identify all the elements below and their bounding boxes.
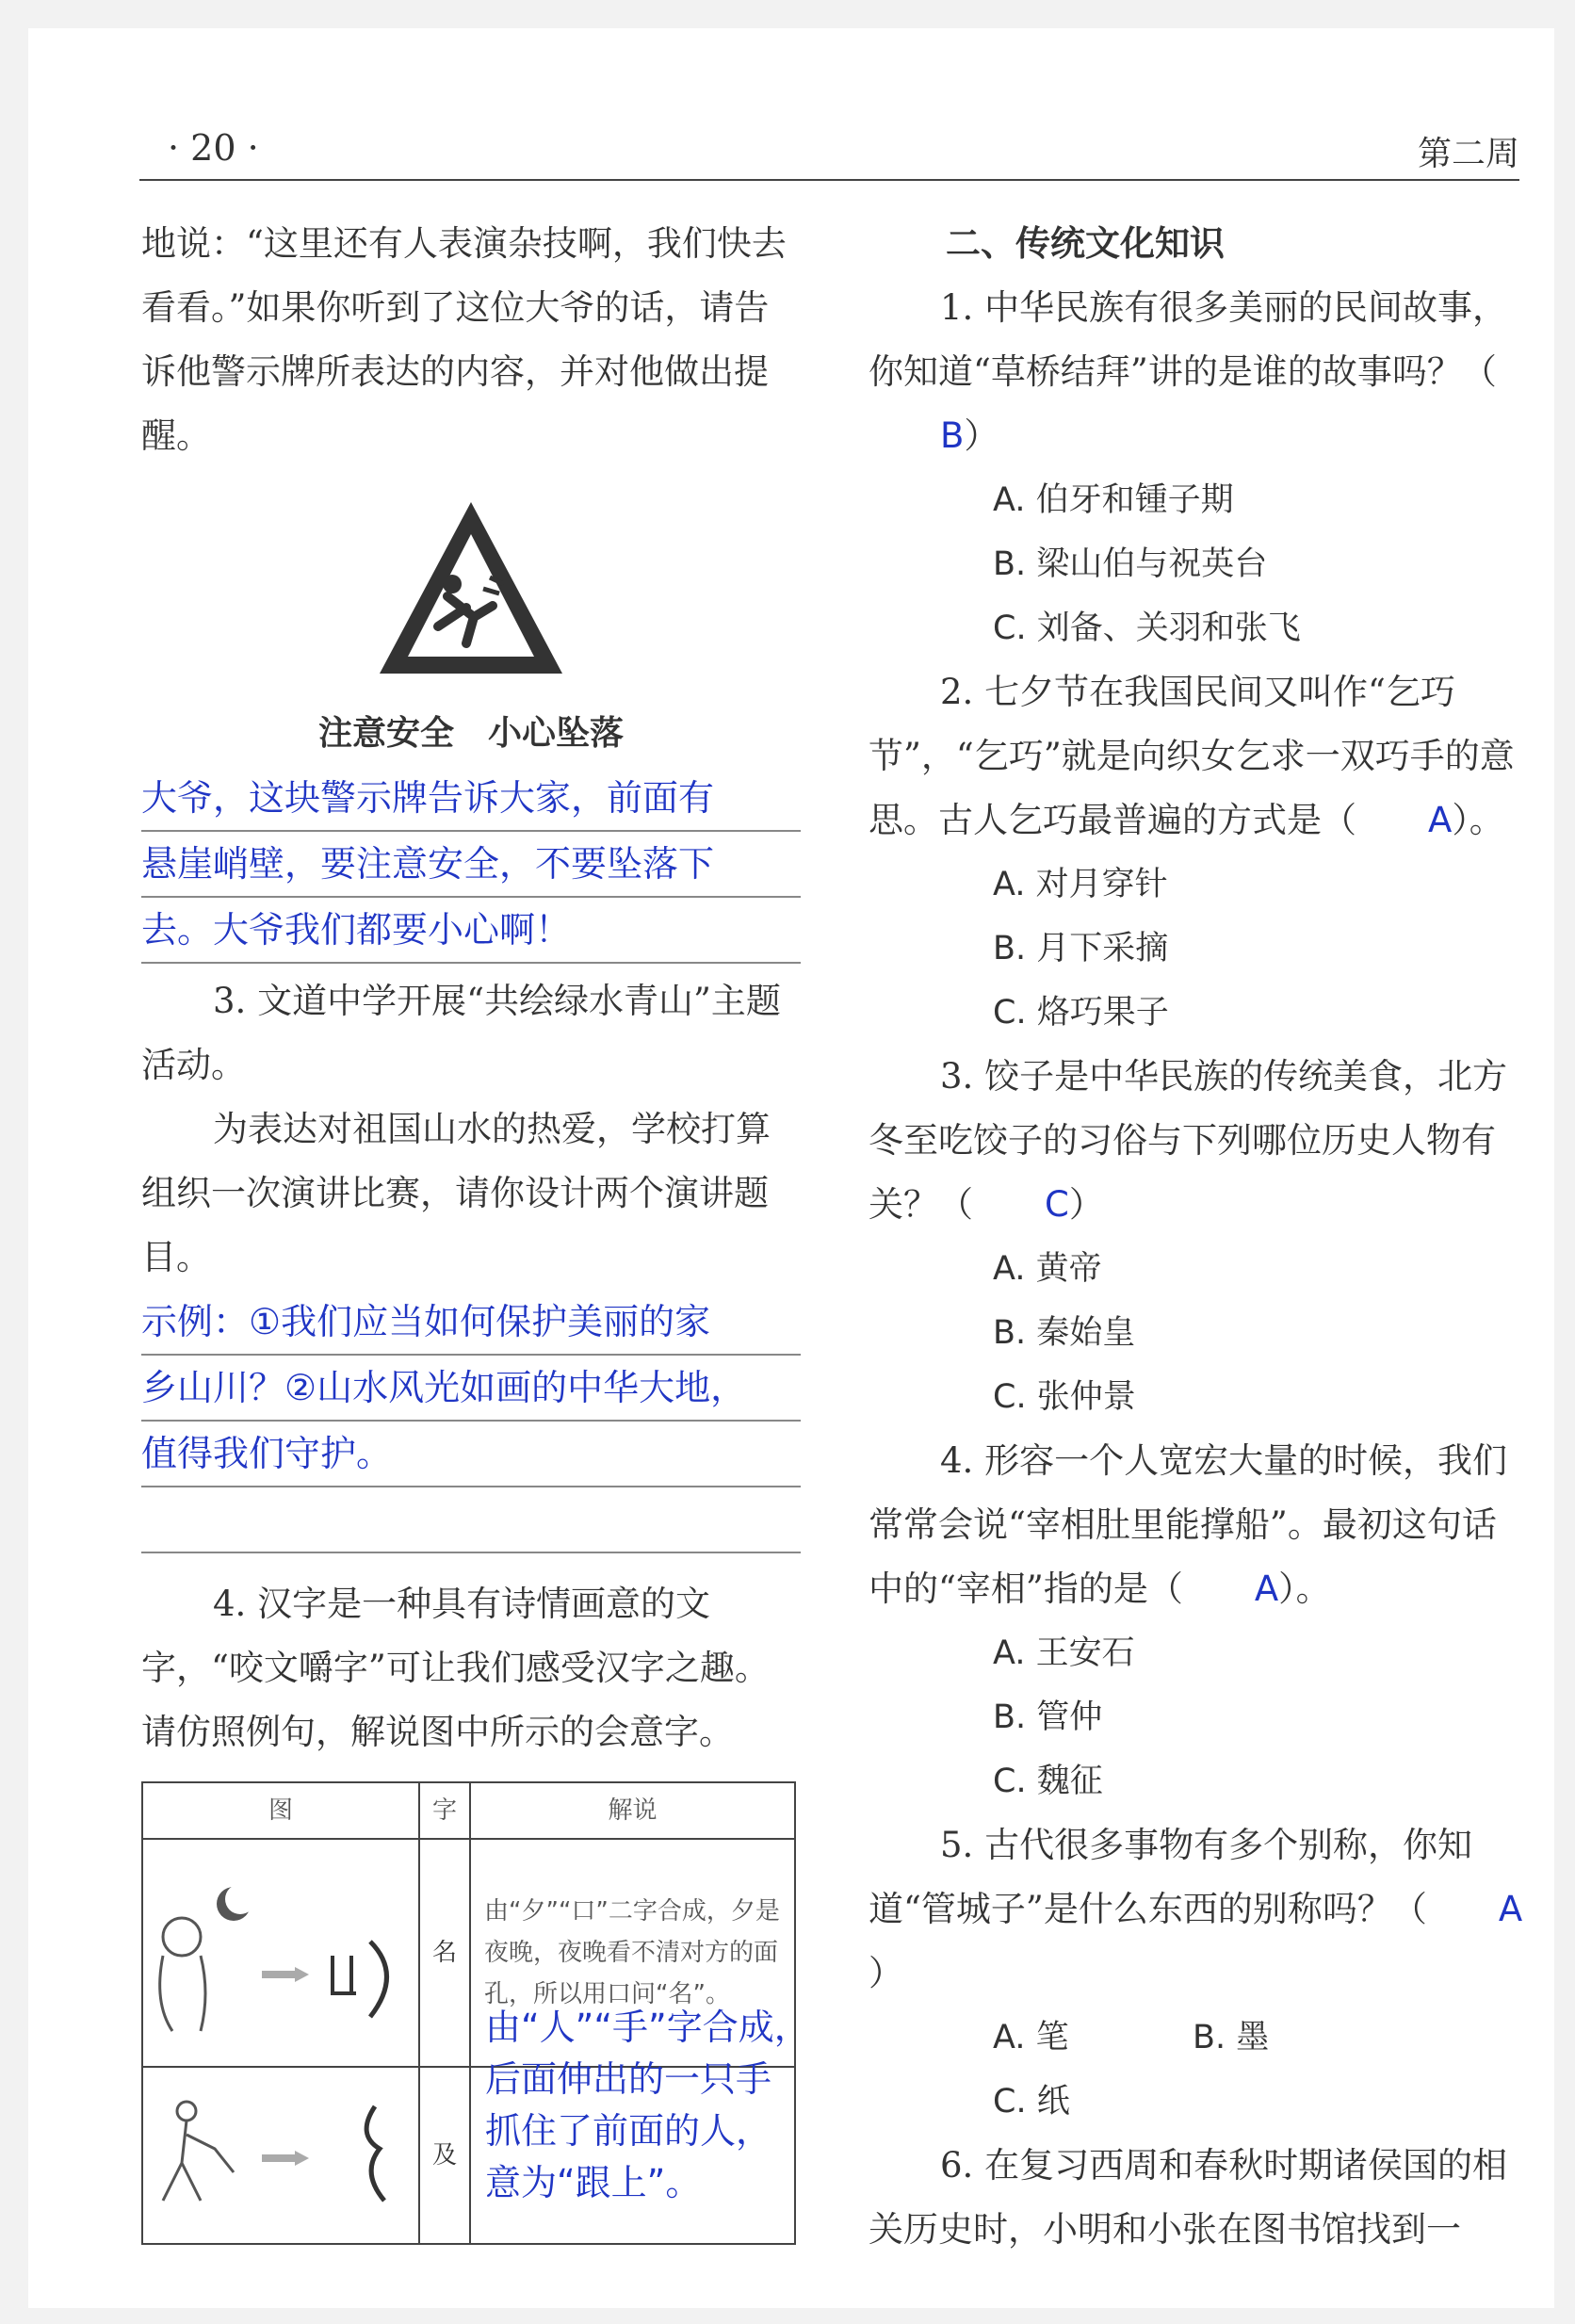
option: B. 月下采摘	[993, 930, 1169, 967]
q3-answer-line-4	[141, 1487, 801, 1553]
week-label: 第二周	[1418, 135, 1520, 173]
q3-body: 为表达对祖国山水的热爱，学校打算组织一次演讲比赛，请你设计两个演讲题目。	[141, 1109, 771, 1277]
option: B. 管仲	[993, 1698, 1103, 1736]
option: C. 魏征	[993, 1763, 1103, 1800]
q4-title: 4. 汉字是一种具有诗情画意的文字，“咬文嚼字”可让我们感受汉字之趣。请仿照例句，解说图中所示的会意字。	[141, 1584, 770, 1752]
header-rule	[139, 179, 1519, 181]
q4-answer-line-1: 由“人”“手”字合成，	[485, 2007, 810, 2048]
answer-mark: A	[1428, 800, 1453, 840]
person-calling-icon	[144, 1852, 408, 2040]
q4-answer	[485, 2002, 862, 2209]
left-column	[141, 212, 801, 2245]
warning-sign	[141, 485, 801, 702]
table-char: 名	[419, 1839, 470, 2067]
option: B. 墨	[1193, 2019, 1270, 2056]
option: A. 笔	[993, 2019, 1069, 2056]
table-header-char: 字	[419, 1782, 470, 1839]
question-1: 1. 中华民族有很多美丽的民间故事，你知道“草桥结拜”讲的是谁的故事吗？（B）	[869, 276, 1528, 468]
answer1-line-1: 大爷，这块警示牌告诉大家，前面有	[141, 766, 801, 832]
page-number: · 20 ·	[168, 127, 259, 169]
answer-mark: B	[940, 415, 965, 456]
answer-mark: A	[1254, 1568, 1279, 1609]
option: A. 王安石	[993, 1634, 1135, 1672]
q4-answer-line-3: 抓住了前面的人，	[485, 2110, 772, 2152]
fall-warning-icon	[372, 495, 570, 683]
option: B. 秦始皇	[993, 1314, 1136, 1352]
question-3: 3. 饺子是中华民族的传统美食，北方冬至吃饺子的习俗与下列哪位历史人物有关？（ C）	[869, 1045, 1528, 1237]
q4-answer-line-4: 意为“跟上”。	[485, 2162, 702, 2203]
table-explain: 由“夕”“口”二字合成，夕是夜晚，夜晚看不清对方的面孔，所以用口问“名”。	[470, 1839, 795, 2067]
inline-options	[869, 2006, 1528, 2134]
option: A. 黄帝	[993, 1250, 1102, 1288]
option: A. 对月穿针	[993, 866, 1168, 903]
ming-illustration	[142, 1839, 419, 2067]
q3-answer-line-1: 示例：①我们应当如何保护美丽的家	[141, 1290, 801, 1356]
q3-title: 3. 文道中学开展“共绘绿水青山”主题活动。	[141, 981, 781, 1085]
option: C. 张仲景	[993, 1378, 1136, 1416]
table-header-explain: 解说	[470, 1782, 795, 1839]
person-grabbing-icon	[144, 2069, 408, 2229]
section-title: 二、传统文化知识	[946, 223, 1225, 264]
ji-illustration	[142, 2067, 419, 2244]
option: C. 纸	[993, 2083, 1070, 2121]
table-char: 及	[419, 2067, 470, 2244]
question-5: 5. 古代很多事物有多个别称，你知道“管城子”是什么东西的别称吗？（ A）	[869, 1825, 1523, 1993]
table-header-image: 图	[142, 1782, 419, 1839]
answer-mark: C	[1045, 1184, 1069, 1225]
option: B. 梁山伯与祝英台	[993, 545, 1268, 583]
sign-caption: 注意安全 小心坠落	[317, 714, 624, 753]
option: C. 烙巧果子	[993, 994, 1169, 1032]
question-2: 2. 七夕节在我国民间又叫作“乞巧节”，“乞巧”就是向织女乞求一双巧手的意思。古人乞巧最普遍的方式是（ A）。	[869, 660, 1528, 853]
intro-text: 地说：“这里还有人表演杂技啊，我们快去看看。”如果你听到了这位大爷的话，请告诉他警示牌所表达的内容，并对他做出提醒。	[141, 223, 787, 456]
option: C. 刘备、关羽和张飞	[993, 609, 1301, 647]
question-4: 4. 形容一个人宽宏大量的时候，我们常常会说“宰相肚里能撑船”。最初这句话中的“宰相”指的是（ A）。	[869, 1429, 1528, 1621]
q3-answer-line-3: 值得我们守护。	[141, 1422, 801, 1487]
q3-answer-line-2: 乡山川？②山水风光如画的中华大地，	[141, 1356, 801, 1422]
answer1-line-3: 去。大爷我们都要小心啊！	[141, 898, 801, 964]
answer1-line-2: 悬崖峭壁，要注意安全，不要坠落下	[141, 832, 801, 898]
q4-answer-line-2: 后面伸出的一只手	[485, 2058, 772, 2100]
answer-mark: A	[1498, 1889, 1523, 1929]
option: A. 伯牙和锺子期	[993, 481, 1234, 519]
question-6: 6. 在复习西周和春秋时期诸侯国的相关历史时，小明和小张在图书馆找到一	[869, 2145, 1508, 2250]
right-column	[869, 212, 1528, 2262]
